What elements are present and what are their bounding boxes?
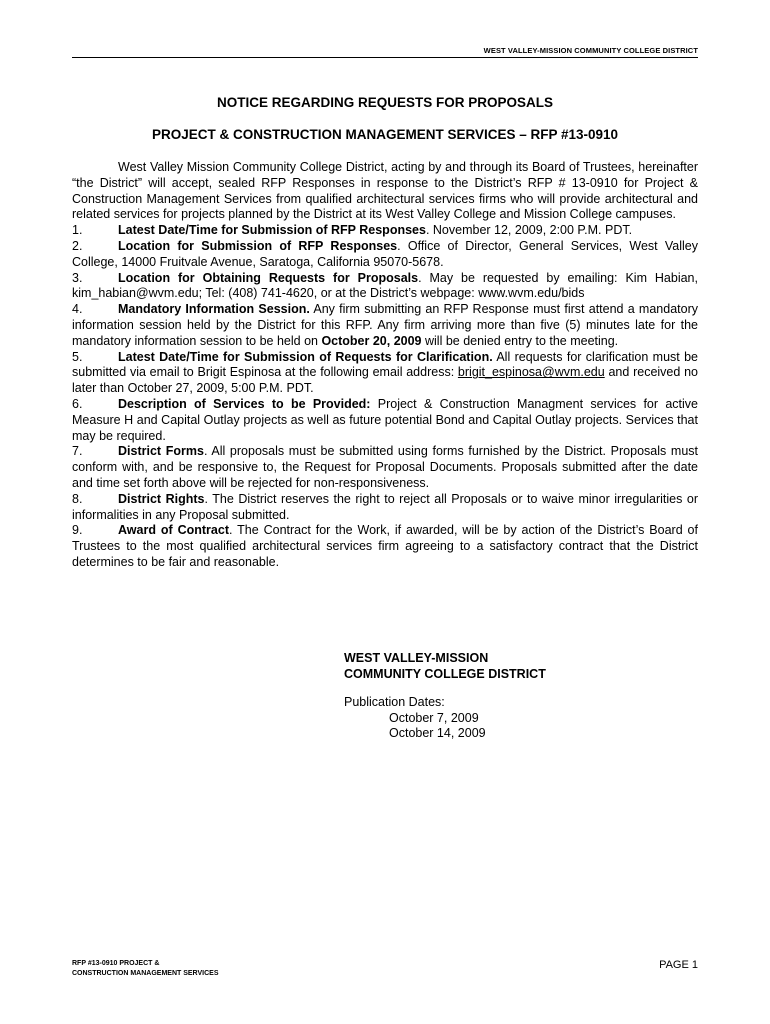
notice-subtitle: PROJECT & CONSTRUCTION MANAGEMENT SERVICES – RFP #13-0910 [151,127,619,142]
item-2 [72,239,698,271]
item-heading: District Rights [118,491,205,506]
header-rule [72,57,698,58]
item-number: 5. [72,349,83,364]
item-heading: Description of Services to be Provided: [118,396,371,411]
notice-body [72,160,698,571]
item-1 [72,223,698,239]
item-7 [72,444,698,491]
signature-block [344,651,546,742]
signature-line-1: WEST VALLEY-MISSION [344,651,489,665]
publication-dates-label: Publication Dates: [344,695,445,709]
item-text: Any firm submitting an RFP Response must first attend a mandatory information session held by the District for this RFP. Any firm arriving more than five (5) minutes late for the mandatory information session to be held on [72,302,698,348]
item-text: . November 12, 2009, 2:00 P.M. PDT. [425,223,633,238]
footer-line-1: RFP #13-0910 PROJECT & [72,960,160,967]
item-5 [72,350,698,397]
signature-line-2: COMMUNITY COLLEGE DISTRICT [344,666,546,681]
footer-line-2: CONSTRUCTION MANAGEMENT SERVICES [72,970,219,977]
item-number: 2. [72,238,83,253]
intro-paragraph: West Valley Mission Community College District, acting by and through its Board of Trustees, hereinafter “the District” will accept, sealed RFP Responses in response to the District’s RFP # 13-0910 for Project & Construction Management Services from qualified architectural services firms who will provide architectural and related services for projects planned by the District at its West Valley College and Mission College campuses. [72,160,698,222]
item-text: . The Contract for the Work, if awarded, will be by action of the District’s Board of Trustees to the most qualified architectural services firm agreeing to a satisfactory contract that the District determines to be fair and reasonable. [72,523,698,569]
item-heading: Location for Obtaining Requests for Proposals [118,270,419,285]
item-heading: Mandatory Information Session. [118,302,310,317]
item-heading: District Forms [118,444,204,459]
item-8 [72,492,698,524]
publication-date-2: October 14, 2009 [389,726,486,740]
page-number: PAGE 1 [659,959,698,971]
item-heading: Latest Date/Time for Submission of RFP Responses [118,223,426,238]
item-text: . All proposals must be submitted using forms furnished by the District. Proposals must conform with, and be responsive to, the Request for Proposal Documents. Proposals submitted after the date and time set forth above will be rejected for non-responsiveness. [72,444,698,490]
item-heading: Location for Submission of RFP Responses [118,238,398,253]
item-number: 6. [72,396,83,411]
item-6 [72,397,698,444]
header-district-name: WEST VALLEY-MISSION COMMUNITY COLLEGE DISTRICT [483,46,698,55]
item-number: 1. [72,223,83,238]
notice-title: NOTICE REGARDING REQUESTS FOR PROPOSALS [216,95,554,110]
item-4 [72,302,698,349]
item-text: Project & Construction Managment services for active Measure H and Capital Outlay projects as well as future potential Bond and Capital Outlay projects. Services that may be required. [72,396,698,443]
item-number: 9. [72,523,83,538]
item-text: . The District reserves the right to reject all Proposals or to waive minor irregularities or informalities in any Proposal submitted. [72,491,698,522]
item-number: 4. [72,302,83,317]
clarification-email-link[interactable]: brigit_espinosa@wvm.edu [457,365,605,380]
session-date: October 20, 2009 [321,333,422,348]
item-number: 8. [72,491,83,506]
item-heading: Award of Contract [118,523,229,538]
publication-date-1: October 7, 2009 [389,710,479,725]
item-9 [72,523,698,570]
item-text-cont: and received no later than October 27, 2009, 5:00 P.M. PDT. [72,365,698,396]
item-3 [72,271,698,303]
item-text: . May be requested by emailing: Kim Habian, kim_habian@wvm.edu; Tel: (408) 741-4620, or at the District’s webpage: www.wvm.edu/bids [72,270,698,301]
item-number: 7. [72,444,83,459]
footer-document-title [72,959,219,979]
item-text-cont: will be denied entry to the meeting. [421,333,619,348]
item-text: All requests for clarification must be submitted via email to Brigit Espinosa at the following email address: [72,349,698,380]
item-heading: Latest Date/Time for Submission of Requests for Clarification. [118,349,493,364]
item-text: . Office of Director, General Services, West Valley College, 14000 Fruitvale Avenue, Saratoga, California 95070-5678. [72,238,698,269]
item-number: 3. [72,270,83,285]
